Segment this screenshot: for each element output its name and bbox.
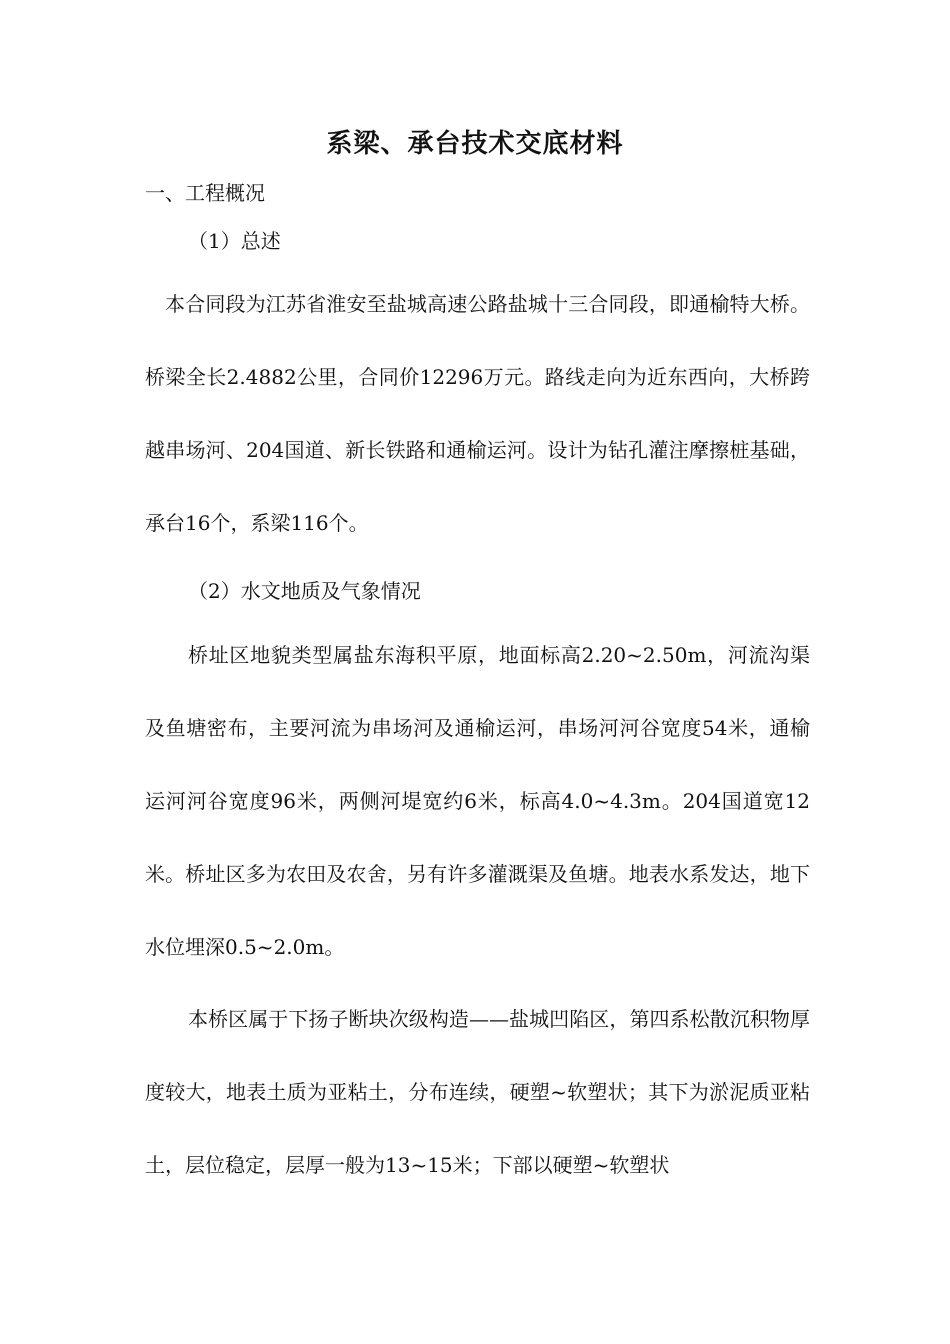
subsection-heading-hydrogeology: （2）水文地质及气象情况 bbox=[188, 579, 421, 603]
subsection-heading-overview: （1）总述 bbox=[188, 229, 281, 253]
paragraph-hydrogeology-1: 桥址区地貌类型属盐东海积平原，地面标高2.20~2.50m，河流沟渠及鱼塘密布，主要河流为串场河及通榆运河，串场河河谷宽度54米，通榆运河河谷宽度96米，两侧河堤宽约6米，标高4.0~4.3m。204国道宽12米。桥址区多为农田及农舍，另有许多灌溉渠及鱼塘。地表水系发达，地下水位埋深0.5~2.0m。 bbox=[145, 643, 810, 959]
document-title: 系梁、承台技术交底材料 bbox=[326, 129, 624, 159]
paragraph-hydrogeology-2: 本桥区属于下扬子断块次级构造——盐城凹陷区，第四系松散沉积物厚度较大，地表土质为亚粘土，分布连续，硬塑~软塑状；其下为淤泥质亚粘土，层位稳定，层厚一般为13~15米；下部以硬塑~软塑状 bbox=[145, 1007, 810, 1177]
paragraph-overview: 本合同段为江苏省淮安至盐城高速公路盐城十三合同段，即通榆特大桥。桥梁全长2.4882公里，合同价12296万元。路线走向为近东西向，大桥跨越串场河、204国道、新长铁路和通榆运河。设计为钻孔灌注摩擦桩基础，承台16个，系梁116个。 bbox=[145, 292, 810, 535]
section-heading-project-overview: 一、工程概况 bbox=[145, 181, 265, 205]
